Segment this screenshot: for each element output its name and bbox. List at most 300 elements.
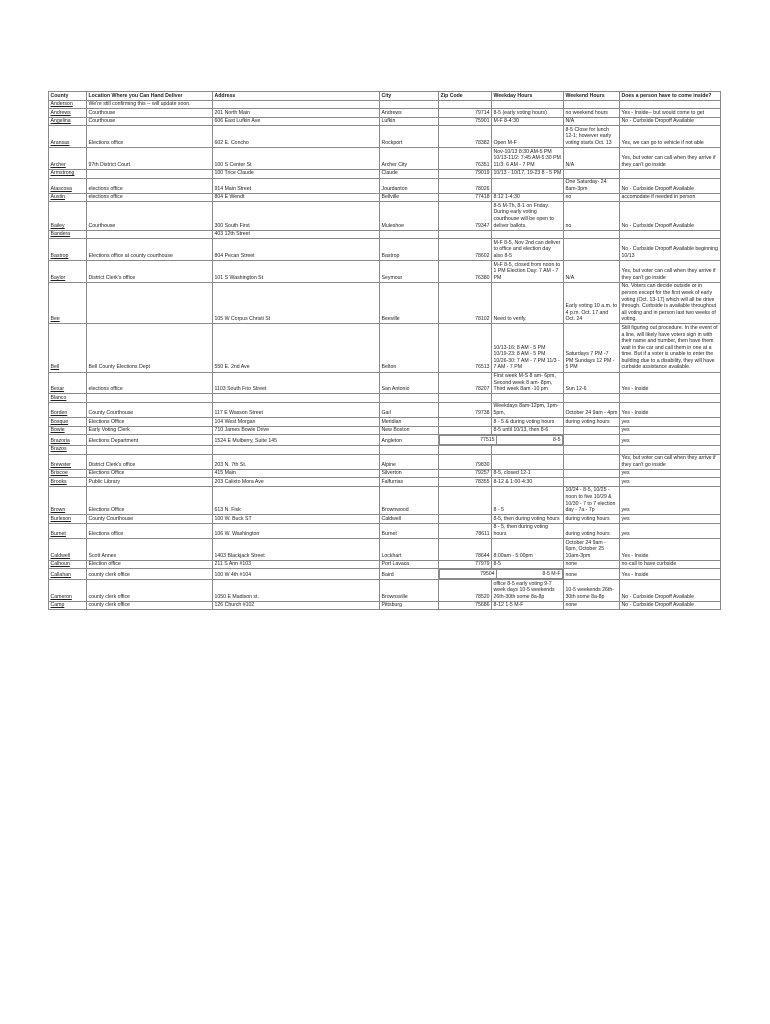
cell-city: Lockhart — [380, 539, 439, 561]
header-inside: Does a person have to come inside? — [620, 92, 721, 101]
table-row — [49, 193, 721, 202]
cell-weekend-hours — [564, 394, 620, 403]
cell-inside: No - Curbside Dropoff Available — [620, 202, 721, 230]
cell-zip: 77515 — [440, 436, 497, 445]
cell-weekday-hours: 8-5 M-Th, 8-1 on Friday. During early voting courthouse will be open to deliver ballots. — [492, 202, 564, 230]
cell-address: 613 N. Fisk — [213, 486, 380, 514]
cell-weekday-hours — [492, 100, 564, 109]
cell-location: County Courthouse — [87, 402, 213, 417]
cell-inside: yes — [620, 469, 721, 478]
cell-address: 300 South First — [213, 202, 380, 230]
cell-city: Muleshoe — [380, 202, 439, 230]
cell-weekend-hours — [564, 469, 620, 478]
cell-weekday-hours: 10/13-16: 8 AM - 5 PM 10/19-23: 8 AM - 5 PM 10/26-30: 7 AM - 7 PM 11/3 - 7 AM - 7 PM — [492, 324, 564, 372]
cell-weekday-hours: 8:00am - 5:00pm — [492, 539, 564, 561]
cell-zip — [439, 426, 492, 435]
cell-county: Camp — [49, 601, 87, 610]
cell-weekend-hours: none — [564, 560, 620, 569]
cell-location: Bell County Elections Dept — [87, 324, 213, 372]
cell-city: Claude — [380, 169, 439, 178]
cell-weekend-hours: Sun 12-6 — [564, 372, 620, 394]
cell-weekday-hours: 8 - 5 & during voting hours — [492, 418, 564, 427]
cell-address: 105 W Corpus Christi St — [213, 282, 380, 324]
cell-location: elections office — [87, 193, 213, 202]
cell-weekday-hours — [492, 454, 564, 469]
table-row — [49, 202, 721, 230]
cell-county: Callahan — [49, 569, 87, 580]
cell-county: Andrews — [49, 109, 87, 118]
cell-location: Elections Office — [87, 469, 213, 478]
table-row — [49, 486, 721, 514]
cell-location — [87, 445, 213, 454]
cell-county: Armstrong — [49, 169, 87, 178]
cell-city — [380, 394, 439, 403]
table-row — [49, 117, 721, 126]
cell-address: 100 W. Buck ST — [213, 515, 380, 524]
table-row — [49, 418, 721, 427]
cell-location: Elections Office — [87, 486, 213, 514]
cell-location: We're still confirming this -- will update soon. — [87, 100, 213, 109]
cell-inside: yes — [620, 426, 721, 435]
cell-city: Port Lavaca — [380, 560, 439, 569]
cell-weekend-hours — [564, 100, 620, 109]
cell-address: 211 S Ann #103 — [213, 560, 380, 569]
cell-weekday-hours: 8-5, then during voting hours — [492, 515, 564, 524]
cell-address: 710 James Bowie Drive — [213, 426, 380, 435]
cell-county: Cameron — [49, 580, 87, 602]
cell-weekend-hours: October 24 9am - 6pm, October 25 10am-3pm — [564, 539, 620, 561]
cell-zip-weekday — [439, 569, 564, 580]
cell-location: 97th District Court — [87, 148, 213, 170]
cell-location: Early Voting Clerk — [87, 426, 213, 435]
cell-inside: no-call to have curbside — [620, 560, 721, 569]
cell-city: Archer City — [380, 148, 439, 170]
cell-county: Burnet — [49, 523, 87, 538]
cell-city: Pittsburg — [380, 601, 439, 610]
cell-city: Meridian — [380, 418, 439, 427]
cell-weekend-hours: 8-5 Close for lunch 12-1; however early voting starts Oct. 13 — [564, 126, 620, 148]
cell-county: Baylor — [49, 261, 87, 283]
cell-inside: Yes, but voter can call when they arrive if they can't go inside — [620, 454, 721, 469]
cell-inside — [620, 100, 721, 109]
cell-inside: yes — [620, 523, 721, 538]
cell-inside: No - Curbside Dropoff Available — [620, 178, 721, 193]
cell-address: 203 Calixto Mora Ave — [213, 478, 380, 487]
cell-weekend-hours — [564, 169, 620, 178]
table-row — [49, 454, 721, 469]
cell-weekend-hours — [564, 445, 620, 454]
cell-location: Courthouse — [87, 109, 213, 118]
table-row — [49, 435, 721, 446]
cell-weekday-hours: 8-5, closed 12-1 — [492, 469, 564, 478]
cell-location — [87, 230, 213, 239]
cell-weekend-hours: during voting hours — [564, 515, 620, 524]
cell-weekend-hours — [564, 435, 620, 446]
cell-address: 101 S Washington St — [213, 261, 380, 283]
cell-location: Elections office at county courthouse — [87, 239, 213, 261]
cell-address: 415 Main — [213, 469, 380, 478]
cell-weekend-hours — [564, 230, 620, 239]
cell-city: Brownwood — [380, 486, 439, 514]
cell-inside: No - Curbside Dropoff Available — [620, 117, 721, 126]
cell-weekday-hours: 8 - 5 — [492, 486, 564, 514]
cell-zip — [439, 515, 492, 524]
cell-county: Caldwell — [49, 539, 87, 561]
cell-zip: 76380 — [439, 261, 492, 283]
cell-zip — [439, 100, 492, 109]
cell-address: 126 Church #102 — [213, 601, 380, 610]
cell-zip — [439, 445, 492, 454]
cell-zip: 77979 — [439, 560, 492, 569]
header-zip: Zip Code — [439, 92, 492, 101]
header-address: Address — [213, 92, 380, 101]
cell-location — [87, 394, 213, 403]
cell-weekday-hours: Open M-F — [492, 126, 564, 148]
cell-zip — [439, 230, 492, 239]
cell-weekday-hours — [492, 230, 564, 239]
cell-location: Elections Department — [87, 435, 213, 446]
table-row — [49, 426, 721, 435]
cell-city: Bellville — [380, 193, 439, 202]
cell-address: 914 Main Street — [213, 178, 380, 193]
table-row — [49, 560, 721, 569]
cell-weekend-hours — [564, 426, 620, 435]
cell-county: Bee — [49, 282, 87, 324]
cell-county: Brazoria — [49, 435, 87, 446]
cell-weekend-hours: none — [564, 601, 620, 610]
cell-city: San Antonio — [380, 372, 439, 394]
cell-address: 100 W 4th #104 — [213, 569, 380, 580]
cell-location: county clerk office — [87, 569, 213, 580]
cell-address — [213, 394, 380, 403]
cell-weekend-hours: no — [564, 202, 620, 230]
cell-inside: Yes, but voter can call when they arrive if they can't go inside — [620, 148, 721, 170]
table-row — [49, 230, 721, 239]
cell-county: Bastrop — [49, 239, 87, 261]
cell-county: Brown — [49, 486, 87, 514]
cell-weekday-hours: 10/13 - 10/17, 19-23 8 - 5 PM — [492, 169, 564, 178]
cell-zip: 78026 — [439, 178, 492, 193]
cell-weekday-hours — [492, 178, 564, 193]
cell-city: Rockport — [380, 126, 439, 148]
cell-location: District Clerk's office — [87, 454, 213, 469]
cell-zip: 79347 — [439, 202, 492, 230]
cell-location: county clerk office — [87, 601, 213, 610]
cell-city: Jourdanton — [380, 178, 439, 193]
cell-weekday-hours — [492, 445, 564, 454]
cell-zip-weekday — [439, 435, 564, 446]
table-row — [49, 539, 721, 561]
cell-zip: 78602 — [439, 239, 492, 261]
cell-inside: No. Voters can decide outside or in person except for the first week of early voting (Oct. 13-17) which will all be drive through. Curbside is available throughout all voting and in person last two weeks of voting. — [620, 282, 721, 324]
cell-inside: yes — [620, 418, 721, 427]
cell-zip: 78355 — [439, 478, 492, 487]
cell-inside: No - Curbside Dropoff Available beginning 10/13 — [620, 239, 721, 261]
cell-city — [380, 100, 439, 109]
cell-county: Brewster — [49, 454, 87, 469]
cell-city: Falfurrias — [380, 478, 439, 487]
cell-inside: Yes, we can go to vehicle if not able — [620, 126, 721, 148]
cell-weekday-hours: 8-5 (early voting hours) — [492, 109, 564, 118]
cell-zip — [439, 486, 492, 514]
cell-inside: Yes - Inside — [620, 539, 721, 561]
header-county: County — [49, 92, 87, 101]
cell-city: Brownsville — [380, 580, 439, 602]
cell-county: Angelina — [49, 117, 87, 126]
table-row — [49, 402, 721, 417]
cell-city: Caldwell — [380, 515, 439, 524]
cell-city: Gail — [380, 402, 439, 417]
cell-weekend-hours: 10/24 - 8-5, 10/25 - noon to five 10/29 & 10/30 - 7 to 7 election day - 7a - 7p — [564, 486, 620, 514]
table-row — [49, 580, 721, 602]
cell-location: District Clerk's office — [87, 261, 213, 283]
cell-weekday-hours: 8-5 — [497, 436, 563, 445]
table-row — [49, 523, 721, 538]
cell-weekend-hours: N/A — [564, 261, 620, 283]
cell-weekday-hours: M-F 8-4:30 — [492, 117, 564, 126]
cell-weekday-hours: M-F 8-5, Nov 2nd can deliver to office and election day also 8-5 — [492, 239, 564, 261]
cell-zip: 78611 — [439, 523, 492, 538]
cell-zip: 78102 — [439, 282, 492, 324]
cell-county: Bailey — [49, 202, 87, 230]
cell-weekend-hours: no weekend hours — [564, 109, 620, 118]
cell-weekend-hours: none — [564, 569, 620, 580]
cell-weekend-hours: October 24 9am - 4pm — [564, 402, 620, 417]
cell-county: Bell — [49, 324, 87, 372]
cell-weekday-hours: Weekdays 8am-12pm, 1pm-5pm, — [492, 402, 564, 417]
cell-inside: accomodate if needed in person — [620, 193, 721, 202]
cell-weekday-hours: 8-12 1-5 M-F — [492, 601, 564, 610]
cell-city: Seymour — [380, 261, 439, 283]
cell-county: Austin — [49, 193, 87, 202]
table-row — [49, 239, 721, 261]
table-row — [49, 109, 721, 118]
cell-location — [87, 169, 213, 178]
cell-zip: 78382 — [439, 126, 492, 148]
cell-weekend-hours: during voting hours — [564, 418, 620, 427]
cell-weekday-hours — [492, 394, 564, 403]
cell-weekday-hours: First week M-S 8 am- 6pm, Second week 8 am- 8pm, Third week 8am -10 pm — [492, 372, 564, 394]
cell-county: Brazos — [49, 445, 87, 454]
cell-weekend-hours — [564, 454, 620, 469]
cell-zip: 79257 — [439, 469, 492, 478]
table-row — [49, 601, 721, 610]
cell-weekday-hours: 8 - 5, then during voting hours — [492, 523, 564, 538]
cell-weekday-hours: 8-5 until 10/13, then 8-6 — [492, 426, 564, 435]
cell-weekend-hours: 10-5 weekends 26th-30th some 8a-8p — [564, 580, 620, 602]
cell-weekday-hours: 8-12 & 1:00-4:30 — [492, 478, 564, 487]
cell-address: 1403 Blackjack Street — [213, 539, 380, 561]
cell-inside — [620, 169, 721, 178]
cell-city — [380, 230, 439, 239]
header-city: City — [380, 92, 439, 101]
cell-location: Courthouse — [87, 202, 213, 230]
cell-location: county clerk office — [87, 580, 213, 602]
cell-location: Election office — [87, 560, 213, 569]
cell-city: Beeville — [380, 282, 439, 324]
cell-weekday-hours: office 8-5 early voting 9-7 week days 10-5 weekends 26th-30th some 8a-8p — [492, 580, 564, 602]
cell-inside: Yes - Inside-- but would come to get — [620, 109, 721, 118]
cell-weekend-hours: Early voting 10 a.m. to 4 p.m. Oct. 17 and Oct. 24 — [564, 282, 620, 324]
cell-weekday-hours: 8-5 — [492, 560, 564, 569]
cell-city: Lufkin — [380, 117, 439, 126]
cell-inside — [620, 394, 721, 403]
cell-inside: Still figuring out procedure. In the event of a line, will likely have voters sign in with their name and number, then have them wait in the car and call them in one at a time. But if a voter is unable to enter the building due to a disability, they will have curbside assistance available. — [620, 324, 721, 372]
cell-inside: yes — [620, 486, 721, 514]
cell-zip: 79714 — [439, 109, 492, 118]
cell-address: 1103 South Frio Street — [213, 372, 380, 394]
cell-location: Elections office — [87, 523, 213, 538]
cell-inside: yes — [620, 478, 721, 487]
cell-inside — [620, 230, 721, 239]
header-weekend-hours: Weekend Hours — [564, 92, 620, 101]
cell-address: 403 12th Street — [213, 230, 380, 239]
cell-zip — [439, 394, 492, 403]
cell-county: Borden — [49, 402, 87, 417]
cell-address — [213, 445, 380, 454]
cell-county: Burleson — [49, 515, 87, 524]
table-row — [49, 469, 721, 478]
cell-inside: No - Curbside Dropoff Available — [620, 601, 721, 610]
cell-inside: Yes - Inside — [620, 372, 721, 394]
cell-weekend-hours: no — [564, 193, 620, 202]
cell-location: Scott Annex — [87, 539, 213, 561]
cell-address: 804 E Wendt — [213, 193, 380, 202]
cell-inside: yes — [620, 435, 721, 446]
cell-city: Alpine — [380, 454, 439, 469]
cell-zip: 79504 — [440, 570, 497, 579]
cell-weekday-hours: M-F 8-5, closed from noon to 1 PM Election Day: 7 AM - 7 PM — [492, 261, 564, 283]
cell-city: Burnet — [380, 523, 439, 538]
cell-weekend-hours: One Saturday- 24 8am-3pm — [564, 178, 620, 193]
cell-zip: 75686 — [439, 601, 492, 610]
table-row — [49, 324, 721, 372]
cell-weekday-hours: 8:12 1-4:30 — [492, 193, 564, 202]
header-weekday-hours: Weekday Hours — [492, 92, 564, 101]
cell-city: Belton — [380, 324, 439, 372]
cell-inside: Yes - Inside — [620, 402, 721, 417]
cell-location: Elections office — [87, 126, 213, 148]
cell-location: Elections Office — [87, 418, 213, 427]
cell-county: Aransas — [49, 126, 87, 148]
cell-city — [380, 445, 439, 454]
cell-address: 602 E. Concho — [213, 126, 380, 148]
cell-zip: 75901 — [439, 117, 492, 126]
voting-locations-table — [48, 91, 721, 610]
table-row — [49, 126, 721, 148]
table-row — [49, 445, 721, 454]
cell-county: Calhoun — [49, 560, 87, 569]
cell-city: Silverton — [380, 469, 439, 478]
cell-county: Bexar — [49, 372, 87, 394]
cell-city: New Boston — [380, 426, 439, 435]
cell-county: Bandera — [49, 230, 87, 239]
cell-county: Bowie — [49, 426, 87, 435]
cell-weekend-hours: N/A — [564, 148, 620, 170]
cell-county: Anderson — [49, 100, 87, 109]
cell-location: County Courthouse — [87, 515, 213, 524]
cell-zip: 78207 — [439, 372, 492, 394]
cell-inside: yes — [620, 515, 721, 524]
cell-county: Blanco — [49, 394, 87, 403]
cell-address: 106 W. Washington — [213, 523, 380, 538]
cell-weekend-hours: N/A — [564, 117, 620, 126]
cell-zip — [439, 418, 492, 427]
header-row — [49, 92, 721, 101]
cell-inside — [620, 445, 721, 454]
cell-weekend-hours: during voting hours — [564, 523, 620, 538]
cell-zip: 77418 — [439, 193, 492, 202]
cell-inside: Yes - Inside — [620, 569, 721, 580]
cell-weekend-hours — [564, 478, 620, 487]
table-row — [49, 169, 721, 178]
table-row — [49, 100, 721, 109]
cell-address: 606 East Lufkin Ave — [213, 117, 380, 126]
cell-location: elections office — [87, 178, 213, 193]
cell-inside: No - Curbside Dropoff Available — [620, 580, 721, 602]
cell-zip: 79738 — [439, 402, 492, 417]
cell-zip: 79019 — [439, 169, 492, 178]
table-row — [49, 478, 721, 487]
table-row — [49, 569, 721, 580]
cell-address: 201 North Main — [213, 109, 380, 118]
cell-weekend-hours — [564, 239, 620, 261]
cell-county: Briscoe — [49, 469, 87, 478]
header-location: Location Where you Can Hand Deliver — [87, 92, 213, 101]
cell-address: 804 Pecan Street — [213, 239, 380, 261]
cell-address: 100 S Center St — [213, 148, 380, 170]
table-row — [49, 148, 721, 170]
cell-address: 203 N. 7th St. — [213, 454, 380, 469]
table-row — [49, 515, 721, 524]
cell-location: Public Library — [87, 478, 213, 487]
cell-county: Bosque — [49, 418, 87, 427]
table-row — [49, 282, 721, 324]
cell-county: Archer — [49, 148, 87, 170]
cell-location — [87, 282, 213, 324]
cell-county: Brooks — [49, 478, 87, 487]
cell-address: 550 E. 2nd Ave — [213, 324, 380, 372]
cell-zip: 76513 — [439, 324, 492, 372]
cell-address: 100 Trice Claude — [213, 169, 380, 178]
cell-zip: 78644 — [439, 539, 492, 561]
cell-inside: Yes, but voter can call when they arrive if they can't go inside — [620, 261, 721, 283]
cell-location: elections office — [87, 372, 213, 394]
cell-zip: 76351 — [439, 148, 492, 170]
table-row — [49, 178, 721, 193]
cell-city: Angleton — [380, 435, 439, 446]
cell-city: Bastrop — [380, 239, 439, 261]
cell-weekday-hours: 8-5 M-F — [497, 570, 563, 579]
cell-zip: 79830 — [439, 454, 492, 469]
cell-address: 104 West Morgan — [213, 418, 380, 427]
cell-county: Atascosa — [49, 178, 87, 193]
cell-address: 117 E Wasson Street — [213, 402, 380, 417]
table-row — [49, 372, 721, 394]
cell-address — [213, 100, 380, 109]
cell-zip: 78520 — [439, 580, 492, 602]
table-row — [49, 261, 721, 283]
cell-weekend-hours: Saturdays 7 PM -7 PM Sundays 12 PM - 5 PM — [564, 324, 620, 372]
cell-weekday-hours: Need to verify. — [492, 282, 564, 324]
cell-address: 1524 E Mulberry, Suite 145 — [213, 435, 380, 446]
cell-city: Baird — [380, 569, 439, 580]
cell-address: 1050 E Madison st. — [213, 580, 380, 602]
cell-weekday-hours: Nov-10/13 8:30 AM-5 PM 10/13-11/2: 7:45 AM-5:30 PM 11/3: 6 AM - 7 PM — [492, 148, 564, 170]
table-row — [49, 394, 721, 403]
cell-location: Courthouse — [87, 117, 213, 126]
cell-city: Andrews — [380, 109, 439, 118]
